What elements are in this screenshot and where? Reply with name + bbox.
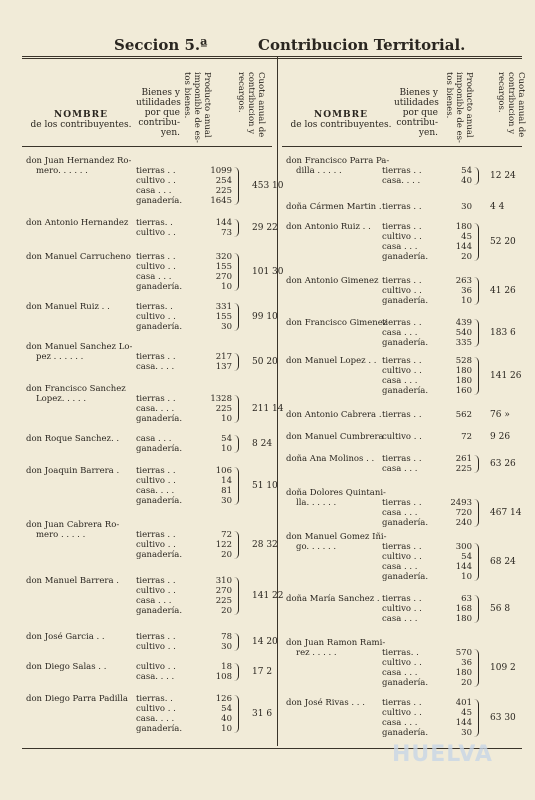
property-type: cultivo . . <box>382 286 422 296</box>
property-type: casa . . . <box>382 376 418 386</box>
property-type: ganadería. <box>136 444 183 454</box>
property-line <box>286 222 526 232</box>
contributor-name-line: doña Dolores Quintani- <box>286 488 386 498</box>
property-line <box>286 648 526 658</box>
property-type: casa. . . . <box>136 714 175 724</box>
property-type: tierras . . <box>382 356 422 366</box>
property-value: 2493 <box>450 498 472 508</box>
property-value: 1645 <box>210 196 232 206</box>
property-type: cultivo . . <box>382 708 422 718</box>
property-value: 30 <box>221 496 232 506</box>
property-type: ganadería. <box>382 296 429 306</box>
grouping-brace <box>474 699 479 737</box>
property-type: tierras . . <box>382 166 422 176</box>
property-value: 45 <box>461 232 472 242</box>
property-type: cultivo . . <box>136 312 176 322</box>
property-line <box>286 318 526 328</box>
property-value: 335 <box>455 338 472 348</box>
contributor-name-line: don José Garcia . . <box>26 632 105 642</box>
property-type: ganadería. <box>136 322 183 332</box>
grouping-brace <box>234 303 239 331</box>
right-bienes-heading: Bienes y utilidades por que contribu- yen. <box>394 88 439 138</box>
property-value: 155 <box>215 312 232 322</box>
annual-quota: 76 » <box>490 410 510 420</box>
property-value: 108 <box>215 672 232 682</box>
property-line <box>286 518 526 528</box>
left-bienes-heading: Bienes y utilidades por que contribu- yen. <box>136 88 181 138</box>
property-value: 18 <box>221 662 232 672</box>
left-producto-heading: Producto anual imponible de es- tos bienes. <box>182 72 212 143</box>
property-value: 73 <box>221 228 232 238</box>
property-type: tierras . . <box>382 222 422 232</box>
property-type: tierras . . <box>136 466 176 476</box>
grouping-brace <box>234 219 239 237</box>
grouping-brace <box>474 357 479 395</box>
property-type: casa . . . <box>382 508 418 518</box>
grouping-brace <box>474 319 479 347</box>
property-value: 36 <box>461 286 472 296</box>
annual-quota: 56 8 <box>490 604 511 614</box>
property-type: ganadería. <box>136 550 183 560</box>
property-type: tierras . . <box>136 576 176 586</box>
property-line <box>286 338 526 348</box>
annual-quota: 467 14 <box>490 508 522 518</box>
annual-quota: 68 24 <box>490 557 516 567</box>
property-type: tierras . . <box>382 410 422 420</box>
property-type: ganadería. <box>136 606 183 616</box>
property-value: 562 <box>455 410 472 420</box>
property-value: 81 <box>221 486 232 496</box>
property-line <box>286 252 526 262</box>
property-value: 168 <box>455 604 472 614</box>
grouping-brace <box>234 467 239 505</box>
contributor-name-line: pez . . . . . . <box>36 352 84 362</box>
property-type: casa . . . <box>382 668 418 678</box>
contributor-name-line: don Juan Hernandez Ro- <box>26 156 132 166</box>
property-type: casa . . . <box>382 242 418 252</box>
property-line <box>286 276 526 286</box>
contributor-name-line: mero . . . . . <box>36 530 86 540</box>
property-value: 263 <box>455 276 472 286</box>
contributor-name-line: don Antonio Ruiz . . <box>286 222 371 232</box>
property-value: 45 <box>461 708 472 718</box>
contributor-name-line: don Antonio Hernandez <box>26 218 129 228</box>
property-type: tierras . . <box>136 252 176 262</box>
annual-quota: 101 30 <box>252 267 284 277</box>
property-value: 180 <box>455 614 472 624</box>
annual-quota: 31 6 <box>252 709 273 719</box>
annual-quota: 109 2 <box>490 663 516 673</box>
property-type: tierras. . <box>136 694 173 704</box>
property-type: tierras . . <box>136 632 176 642</box>
property-type: casa . . . <box>382 328 418 338</box>
grouping-brace <box>474 543 479 581</box>
annual-quota: 28 32 <box>252 540 278 550</box>
property-value: 144 <box>455 718 472 728</box>
property-type: cultivo . . <box>382 552 422 562</box>
library-watermark: HUELVA <box>392 742 493 767</box>
property-value: 10 <box>221 282 232 292</box>
property-type: ganadería. <box>382 572 429 582</box>
property-value: 261 <box>455 454 472 464</box>
property-type: cultivo . . <box>136 586 176 596</box>
property-line <box>286 698 526 708</box>
property-line <box>286 356 526 366</box>
property-value: 225 <box>215 404 232 414</box>
property-type: ganadería. <box>382 252 429 262</box>
section-heading: Seccion 5.ª <box>114 36 208 54</box>
annual-quota: 63 26 <box>490 459 516 469</box>
property-type: ganadería. <box>382 728 429 738</box>
property-value: 10 <box>221 414 232 424</box>
contributor-name-line: don Manuel Sanchez Lo- <box>26 342 133 352</box>
property-type: cultivo . . <box>136 476 176 486</box>
annual-quota: 211 14 <box>252 404 284 414</box>
property-value: 180 <box>455 376 472 386</box>
annual-quota: 4 4 <box>490 202 505 212</box>
property-type: cultivo . . <box>136 642 176 652</box>
right-producto-heading: Producto anual imponible de es- tos bienes. <box>444 72 474 143</box>
property-type: casa . . . <box>136 434 172 444</box>
contributor-name-line: don Roque Sanchez. . <box>26 434 120 444</box>
property-line <box>286 386 526 396</box>
right-contributor-list <box>286 0 526 800</box>
property-type: casa . . . <box>382 562 418 572</box>
property-value: 180 <box>455 668 472 678</box>
page-title: Contribucion Territorial. <box>258 36 466 54</box>
property-value: 20 <box>461 252 472 262</box>
property-value: 1328 <box>210 394 232 404</box>
contributor-name-line: don Manuel Barrera . <box>26 576 119 586</box>
contributor-name-line: don Francisco Sanchez <box>26 384 126 394</box>
property-value: 225 <box>215 596 232 606</box>
property-type: cultivo . . <box>382 658 422 668</box>
property-value: 30 <box>461 728 472 738</box>
property-value: 160 <box>455 386 472 396</box>
property-value: 570 <box>455 648 472 658</box>
property-value: 78 <box>221 632 232 642</box>
property-value: 144 <box>455 242 472 252</box>
property-value: 10 <box>221 444 232 454</box>
contributor-name-line: don Diego Salas . . <box>26 662 107 672</box>
right-nombre-heading: NOMBRE de los contribuyentes. <box>290 110 392 130</box>
property-value: 540 <box>455 328 472 338</box>
property-type: tierras . . <box>382 318 422 328</box>
property-value: 144 <box>455 562 472 572</box>
contributor-name-line: dilla . . . . . <box>296 166 342 176</box>
property-value: 720 <box>455 508 472 518</box>
property-type: ganadería. <box>382 518 429 528</box>
contributor-name-line: don Joaquin Barrera . <box>26 466 120 476</box>
property-type: tierras . . <box>382 498 422 508</box>
contributor-name-line: doña María Sanchez . <box>286 594 380 604</box>
annual-quota: 8 24 <box>252 439 273 449</box>
property-value: 36 <box>461 658 472 668</box>
property-type: ganadería. <box>382 678 429 688</box>
property-type: tierras . . <box>382 542 422 552</box>
property-value: 300 <box>455 542 472 552</box>
contributor-name-line: mero. . . . . . <box>36 166 88 176</box>
property-value: 270 <box>215 586 232 596</box>
property-type: ganadería. <box>136 282 183 292</box>
grouping-brace <box>474 595 479 623</box>
property-type: cultivo . . <box>382 232 422 242</box>
property-type: ganadería. <box>382 338 429 348</box>
grouping-brace <box>234 663 239 681</box>
property-type: cultivo . . <box>382 604 422 614</box>
property-line <box>286 542 526 552</box>
grouping-brace <box>474 167 479 185</box>
annual-quota: 9 26 <box>490 432 511 442</box>
contributor-name-line: don Manuel Gomez Iñi- <box>286 532 387 542</box>
property-type: tierras. . <box>382 648 419 658</box>
property-value: 54 <box>221 434 232 444</box>
property-type: cultivo . . <box>136 662 176 672</box>
property-type: casa. . . . <box>136 362 175 372</box>
property-line <box>286 678 526 688</box>
left-contributor-list <box>26 0 284 800</box>
contributor-name-line: lla. . . . . . <box>296 498 337 508</box>
property-type: cultivo . . <box>136 262 176 272</box>
property-type: casa. . . . <box>136 672 175 682</box>
property-value: 401 <box>455 698 472 708</box>
contributor-name-line: don Francisco Gimenez <box>286 318 388 328</box>
property-value: 225 <box>455 464 472 474</box>
property-type: casa. . . . <box>136 404 175 414</box>
property-line <box>286 296 526 306</box>
left-nombre-heading: NOMBRE de los contribuyentes. <box>30 110 132 130</box>
property-type: tierras . . <box>382 454 422 464</box>
property-type: tierras . . <box>136 530 176 540</box>
property-value: 331 <box>215 302 232 312</box>
property-line <box>286 498 526 508</box>
annual-quota: 41 26 <box>490 286 516 296</box>
contributor-name-line: don Antonio Cabrera . <box>286 410 382 420</box>
property-value: 20 <box>221 606 232 616</box>
property-value: 225 <box>215 186 232 196</box>
contributor-name-line: don Manuel Carrucheno <box>26 252 131 262</box>
property-type: tierras. . <box>136 218 173 228</box>
property-value: 30 <box>221 642 232 652</box>
property-type: casa. . . . <box>136 486 175 496</box>
property-value: 122 <box>215 540 232 550</box>
property-value: 180 <box>455 222 472 232</box>
left-cuota-heading: Cuota anual de contribucion y recargos. <box>236 72 266 138</box>
grouping-brace <box>234 167 239 205</box>
grouping-brace <box>234 577 239 615</box>
property-value: 54 <box>221 704 232 714</box>
property-line <box>286 614 526 624</box>
property-value: 144 <box>215 218 232 228</box>
annual-quota: 29 22 <box>252 223 278 233</box>
property-type: cultivo . . <box>136 176 176 186</box>
contributor-name-line: doña Cármen Martin . <box>286 202 382 212</box>
property-value: 217 <box>215 352 232 362</box>
grouping-brace <box>234 695 239 733</box>
property-type: cultivo . . <box>382 432 422 442</box>
annual-quota: 183 6 <box>490 328 516 338</box>
annual-quota: 14 20 <box>252 637 278 647</box>
property-value: 30 <box>461 202 472 212</box>
property-value: 320 <box>215 252 232 262</box>
contributor-name-line: don Manuel Lopez . . <box>286 356 377 366</box>
property-value: 20 <box>461 678 472 688</box>
contributor-name-line: don Antonio Gimenez <box>286 276 379 286</box>
property-type: ganadería. <box>136 414 183 424</box>
contributor-name-line: Lopez. . . . . <box>36 394 87 404</box>
property-type: casa . . . <box>382 718 418 728</box>
property-type: cultivo . . <box>382 366 422 376</box>
property-value: 137 <box>215 362 232 372</box>
property-value: 180 <box>455 366 472 376</box>
property-type: cultivo . . <box>136 228 176 238</box>
property-value: 72 <box>461 432 472 442</box>
property-type: ganadería. <box>136 496 183 506</box>
annual-quota: 51 10 <box>252 481 278 491</box>
grouping-brace <box>474 223 479 261</box>
property-value: 40 <box>461 176 472 186</box>
annual-quota: 141 22 <box>252 591 284 601</box>
property-type: tierras. . <box>136 302 173 312</box>
property-value: 10 <box>461 572 472 582</box>
property-type: casa . . . <box>382 614 418 624</box>
property-type: tierras . . <box>136 394 176 404</box>
property-type: casa . . . <box>136 596 172 606</box>
contributor-name-line: doña Ana Molinos . . <box>286 454 375 464</box>
property-type: tierras . . <box>382 698 422 708</box>
grouping-brace <box>234 353 239 371</box>
annual-quota: 12 24 <box>490 171 516 181</box>
property-value: 14 <box>221 476 232 486</box>
property-value: 10 <box>461 296 472 306</box>
property-type: ganadería. <box>136 724 183 734</box>
property-type: casa . . . <box>136 186 172 196</box>
annual-quota: 453 10 <box>252 181 284 191</box>
contributor-name-line: don Francisco Parra Pa- <box>286 156 390 166</box>
grouping-brace <box>234 435 239 453</box>
property-value: 254 <box>215 176 232 186</box>
contributor-name-line: don Diego Parra Padilla <box>26 694 128 704</box>
contributor-name-line: rez . . . . . <box>296 648 337 658</box>
property-value: 439 <box>455 318 472 328</box>
property-value: 40 <box>221 714 232 724</box>
grouping-brace <box>474 277 479 305</box>
annual-quota: 99 10 <box>252 312 278 322</box>
annual-quota: 52 20 <box>490 237 516 247</box>
property-line <box>286 728 526 738</box>
property-type: ganadería. <box>382 386 429 396</box>
grouping-brace <box>474 499 479 527</box>
grouping-brace <box>234 633 239 651</box>
right-cuota-heading: Cuota anual de contribucion y recargos. <box>496 72 526 138</box>
property-type: casa. . . . <box>382 176 421 186</box>
property-value: 240 <box>455 518 472 528</box>
property-type: casa . . . <box>136 272 172 282</box>
property-line <box>286 594 526 604</box>
property-value: 106 <box>215 466 232 476</box>
annual-quota: 63 30 <box>490 713 516 723</box>
property-value: 126 <box>215 694 232 704</box>
property-value: 10 <box>221 724 232 734</box>
contributor-name-line: don Juan Ramon Rami- <box>286 638 386 648</box>
grouping-brace <box>474 455 479 473</box>
annual-quota: 50 20 <box>252 357 278 367</box>
contributor-name-line: don Manuel Ruiz . . <box>26 302 110 312</box>
property-type: tierras . . <box>382 276 422 286</box>
contributor-name-line: don Juan Cabrera Ro- <box>26 520 120 530</box>
property-type: ganadería. <box>136 196 183 206</box>
property-line <box>286 572 526 582</box>
contributor-name-line: don José Rivas . . . <box>286 698 365 708</box>
grouping-brace <box>234 253 239 291</box>
property-value: 1099 <box>210 166 232 176</box>
grouping-brace <box>234 395 239 423</box>
annual-quota: 17 2 <box>252 667 273 677</box>
property-type: casa . . . <box>382 464 418 474</box>
property-value: 310 <box>215 576 232 586</box>
annual-quota: 141 26 <box>490 371 522 381</box>
property-type: tierras . . <box>382 202 422 212</box>
property-value: 30 <box>221 322 232 332</box>
property-value: 20 <box>221 550 232 560</box>
grouping-brace <box>474 649 479 687</box>
property-value: 155 <box>215 262 232 272</box>
property-type: cultivo . . <box>136 540 176 550</box>
contributor-name-line: go. . . . . . <box>296 542 337 552</box>
property-type: tierras . . <box>136 352 176 362</box>
property-value: 54 <box>461 166 472 176</box>
property-value: 72 <box>221 530 232 540</box>
property-value: 54 <box>461 552 472 562</box>
property-value: 270 <box>215 272 232 282</box>
property-value: 528 <box>455 356 472 366</box>
contributor-name-line: don Manuel Cumbrera <box>286 432 384 442</box>
property-value: 63 <box>461 594 472 604</box>
property-type: tierras . . <box>136 166 176 176</box>
property-type: tierras . . <box>382 594 422 604</box>
property-type: cultivo . . <box>136 704 176 714</box>
grouping-brace <box>234 531 239 559</box>
